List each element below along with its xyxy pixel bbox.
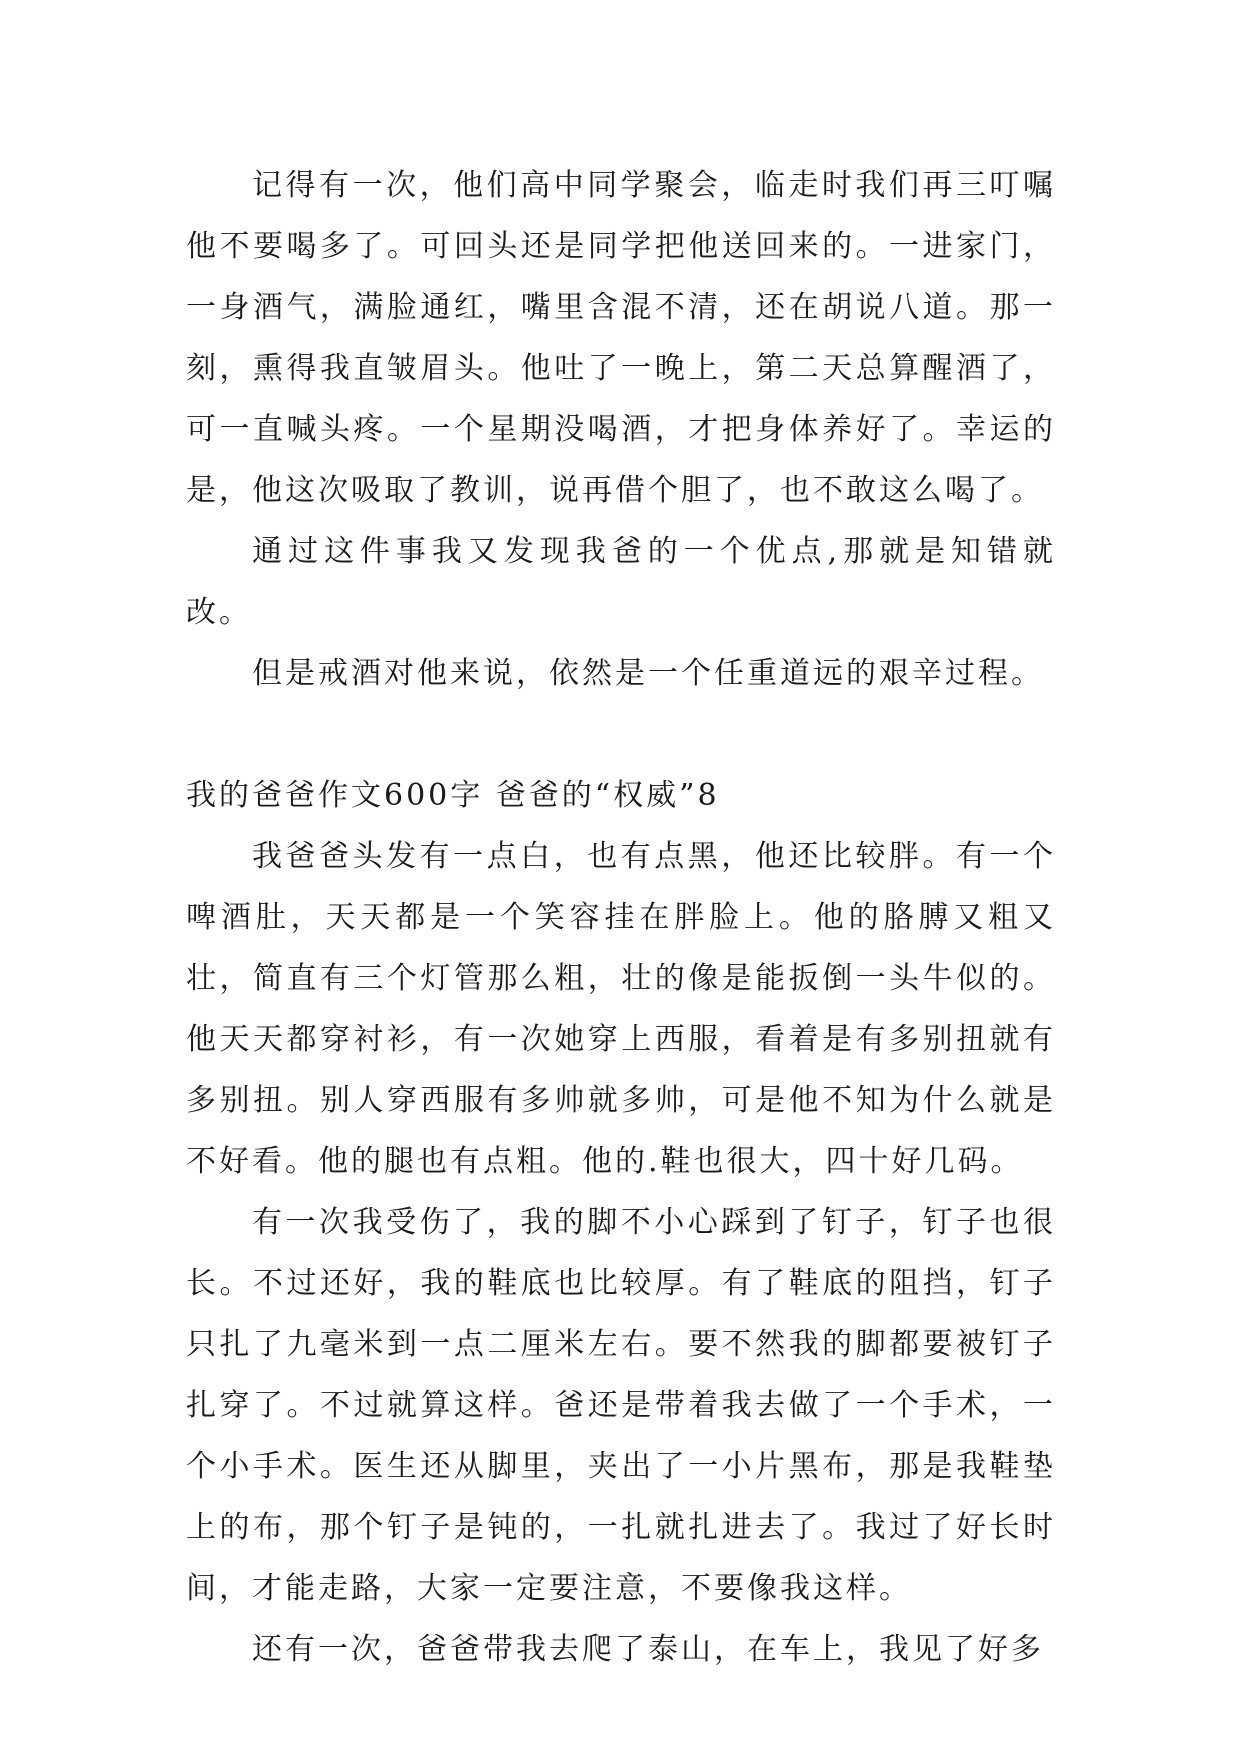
section-heading: 我的爸爸作文600字 爸爸的“权威”8 (186, 778, 720, 813)
section-gap (186, 704, 1056, 765)
paragraph: 还有一次，爸爸带我去爬了泰山，在车上，我见了好多 (252, 1632, 1044, 1667)
paragraph: 记得有一次，他们高中同学聚会，临走时我们再三叮嘱他不要喝多了。可回头还是同学把他送回来的。一进家门，一身酒气，满脸通红，嘴里含混不清，还在胡说八道。那一刻，熏得我直皱眉头。他吐了一晚上，第二天总算醒酒了，可一直喊头疼。一个星期没喝酒，才把身体养好了。幸运的是，他这次吸取了教训，说再借个胆了，也不敢这么喝了。 (186, 168, 1056, 508)
paragraph: 但是戒酒对他来说，依然是一个任重道远的艰辛过程。 (252, 656, 1044, 691)
paragraph: 有一次我受伤了，我的脚不小心踩到了钉子，钉子也很长。不过还好，我的鞋底也比较厚。有了鞋底的阻挡，钉子只扎了九毫米到一点二厘米左右。要不然我的脚都要被钉子扎穿了。不过就算这样。爸还是带着我去做了一个手术，一个小手术。医生还从脚里，夹出了一小片黑布，那是我鞋垫上的布，那个钉子是钝的，一扎就扎进去了。我过了好长时间，才能走路，大家一定要注意，不要像我这样。 (186, 1205, 1056, 1606)
document-body (186, 155, 1056, 1680)
paragraph: 我爸爸头发有一点白，也有点黑，他还比较胖。有一个啤酒肚，天天都是一个笑容挂在胖脸上。他的胳膊又粗又壮，简直有三个灯管那么粗，壮的像是能扳倒一头牛似的。他天天都穿衬衫，有一次她穿上西服，看着是有多别扭就有多别扭。别人穿西服有多帅就多帅，可是他不知为什么就是不好看。他的腿也有点粗。他的.鞋也很大，四十好几码。 (186, 839, 1056, 1179)
paragraph: 通过这件事我又发现我爸的一个优点,那就是知错就改。 (186, 534, 1056, 630)
